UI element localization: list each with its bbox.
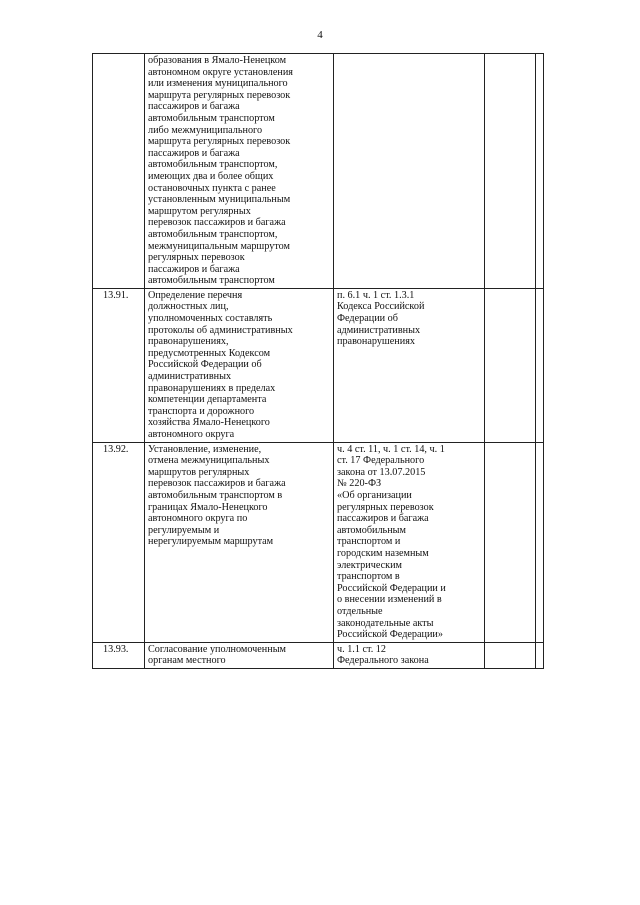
basis-line: Федерального закона: [337, 655, 429, 667]
description-line: перевозок пассажиров и багажа: [148, 217, 286, 229]
row-number: 13.93.: [93, 642, 145, 668]
description-line: пассажиров и багажа: [148, 147, 240, 159]
row-number: 13.92.: [93, 442, 145, 642]
empty-cell: [485, 642, 536, 668]
row-description: [145, 288, 334, 442]
basis-line: ч. 1.1 ст. 12: [337, 643, 386, 655]
empty-cell: [536, 54, 544, 289]
description-line: либо межмуниципального: [148, 124, 263, 136]
description-line: пассажиров и багажа: [148, 263, 240, 275]
description-line: автономного округа по: [148, 513, 248, 525]
description-line: остановочных пункта с ранее: [148, 182, 276, 194]
row-description: [145, 442, 334, 642]
empty-cell: [485, 442, 536, 642]
description-line: межмуниципальным маршрутом: [148, 240, 290, 252]
row-description: [145, 642, 334, 668]
description-line: маршрутов регулярных: [148, 466, 250, 478]
description-line: уполномоченных составлять: [148, 313, 273, 325]
basis-line: транспортом и: [337, 536, 401, 548]
row-legal-basis: [334, 288, 485, 442]
description-line: транспорта и дорожного: [148, 405, 255, 417]
description-line: предусмотренных Кодексом: [148, 347, 271, 359]
description-line: маршрута регулярных перевозок: [148, 89, 291, 101]
description-line: Определение перечня: [148, 289, 243, 301]
description-line: регулируемым и: [148, 524, 220, 536]
basis-line: пассажиров и багажа: [337, 513, 429, 525]
basis-line: транспортом в: [337, 571, 400, 583]
description-line: установленным муниципальным: [148, 194, 291, 206]
basis-line: отдельные: [337, 605, 383, 617]
basis-line: регулярных перевозок: [337, 501, 434, 513]
description-line: отмена межмуниципальных: [148, 455, 270, 467]
description-line: органам местного: [148, 655, 226, 667]
basis-line: законодательные акты: [337, 617, 434, 629]
basis-line: Кодекса Российской: [337, 301, 425, 313]
basis-line: электрическим: [337, 559, 403, 571]
table-body: [93, 54, 544, 669]
basis-line: Российской Федерации и: [337, 582, 446, 594]
empty-cell: [485, 288, 536, 442]
basis-line: Федерации об: [337, 313, 398, 325]
description-line: хозяйства Ямало-Ненецкого: [148, 417, 270, 429]
description-line: автономного округа: [148, 429, 235, 440]
empty-cell: [485, 54, 536, 289]
document-table: [92, 53, 544, 669]
basis-line: ч. 4 ст. 11, ч. 1 ст. 14, ч. 1: [337, 443, 445, 455]
description-line: автономном округе установления: [148, 66, 293, 78]
empty-cell: [536, 442, 544, 642]
description-line: автомобильным транспортом,: [148, 159, 278, 171]
description-line: Российской Федерации об: [148, 359, 262, 371]
description-line: административных: [148, 371, 232, 383]
description-line: Установление, изменение,: [148, 443, 262, 455]
description-line: автомобильным транспортом,: [148, 228, 278, 240]
description-line: компетенции департамента: [148, 394, 267, 406]
description-line: маршрутом регулярных: [148, 205, 251, 217]
basis-line: п. 6.1 ч. 1 ст. 1.3.1: [337, 289, 415, 301]
basis-line: ст. 17 Федерального: [337, 455, 425, 467]
description-line: правонарушениях в пределах: [148, 382, 276, 394]
basis-line: автомобильным: [337, 524, 406, 536]
table-row: [93, 642, 544, 668]
description-line: автомобильным транспортом: [148, 275, 275, 287]
description-line: имеющих два и более общих: [148, 170, 274, 182]
description-line: пассажиров и багажа: [148, 101, 240, 113]
description-line: образования в Ямало-Ненецком: [148, 55, 287, 66]
table-row: [93, 288, 544, 442]
row-legal-basis: [334, 54, 485, 289]
description-line: протоколы об административных: [148, 324, 293, 336]
description-line: правонарушениях,: [148, 336, 229, 348]
row-legal-basis: [334, 442, 485, 642]
basis-line: о внесении изменений в: [337, 594, 442, 606]
description-line: автомобильным транспортом: [148, 112, 275, 124]
row-number: 13.91.: [93, 288, 145, 442]
basis-line: административных: [337, 324, 421, 336]
empty-cell: [536, 288, 544, 442]
empty-cell: [536, 642, 544, 668]
description-line: маршрута регулярных перевозок: [148, 136, 291, 148]
table-row: [93, 442, 544, 642]
basis-line: Российской Федерации»: [337, 629, 443, 641]
row-description: [145, 54, 334, 289]
description-line: Согласование уполномоченным: [148, 643, 286, 655]
table-row: [93, 54, 544, 289]
description-line: или изменения муниципального: [148, 78, 288, 90]
row-number: [93, 54, 145, 289]
page-number: 4: [317, 29, 323, 41]
basis-line: «Об организации: [337, 489, 412, 501]
description-line: границах Ямало-Ненецкого: [148, 501, 268, 513]
description-line: нерегулируемым маршрутам: [148, 536, 274, 548]
basis-line: № 220-ФЗ: [337, 478, 382, 490]
basis-line: правонарушениях: [337, 336, 415, 348]
row-legal-basis: [334, 642, 485, 668]
description-line: должностных лиц,: [148, 301, 229, 313]
description-line: автомобильным транспортом в: [148, 489, 283, 501]
description-line: перевозок пассажиров и багажа: [148, 478, 286, 490]
description-line: регулярных перевозок: [148, 252, 245, 264]
basis-line: закона от 13.07.2015: [337, 466, 426, 478]
basis-line: городским наземным: [337, 547, 429, 559]
